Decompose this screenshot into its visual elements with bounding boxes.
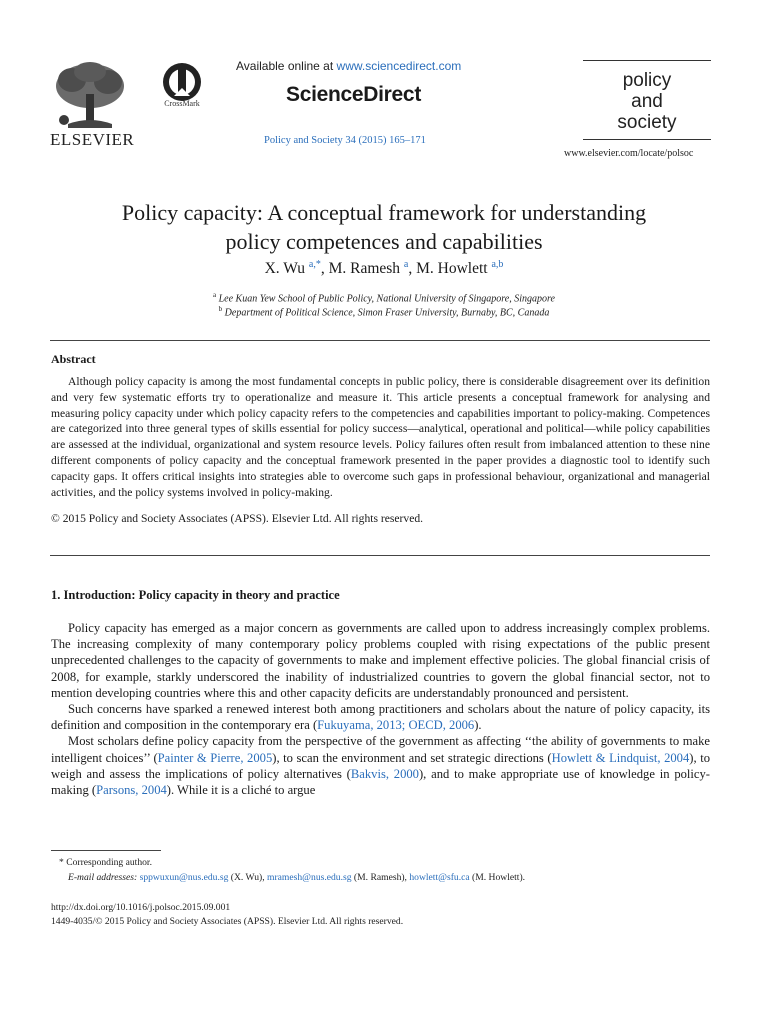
affiliation-mark: a — [213, 291, 217, 299]
footnote-rule — [51, 850, 161, 851]
doi-link[interactable]: http://dx.doi.org/10.1016/j.polsoc.2015.09.001 — [51, 902, 231, 913]
citation-link[interactable]: Howlett & Lindquist, 2004 — [551, 750, 690, 765]
title-line-1: Policy capacity: A conceptual framework for understanding — [121, 200, 647, 225]
email-link[interactable]: howlett@sfu.ca — [409, 872, 470, 883]
author-separator: , — [320, 260, 329, 278]
email-owner: (X. Wu), — [228, 872, 268, 883]
paragraph-text: Most scholars define policy capacity from the perspective of the government as affecting ‘‘the ability of governments to make intelligent choices’’ ( — [51, 734, 710, 765]
citation-link[interactable]: Painter & Pierre, 2005 — [157, 750, 273, 765]
journal-citation-link[interactable]: Policy and Society 34 (2015) 165–171 — [264, 135, 426, 146]
sciencedirect-link[interactable]: www.sciencedirect.com — [336, 59, 462, 73]
article-header — [0, 0, 768, 160]
email-owner: (M. Ramesh), — [351, 872, 410, 883]
email-link[interactable]: mramesh@nus.edu.sg — [267, 872, 352, 883]
email-owner: (M. Howlett). — [469, 872, 526, 883]
affiliation-a — [40, 291, 728, 304]
affiliation-text: Lee Kuan Yew School of Public Policy, National University of Singapore, Singapore — [218, 293, 555, 305]
affiliation-b — [40, 305, 728, 318]
email-link[interactable]: sppwuxun@nus.edu.sg — [139, 872, 229, 883]
author-name: X. Wu — [264, 260, 305, 278]
crossmark-label: CrossMark — [164, 99, 200, 108]
paragraph-text: ), to scan the environment and set strategic directions ( — [272, 750, 552, 765]
issn-copyright-line: 1449-4035/© 2015 Policy and Society Associates (APSS). Elsevier Ltd. All rights reserved. — [51, 916, 404, 927]
paragraph-text: ). — [474, 718, 482, 733]
author-affiliation-marks[interactable]: a,* — [308, 259, 321, 270]
abstract-heading: Abstract — [51, 352, 96, 366]
section-body — [51, 620, 710, 798]
paragraph-2 — [51, 701, 710, 733]
paragraph-text: ). While it is a cliché to argue — [166, 783, 316, 798]
title-line-2: policy competences and capabilities — [225, 229, 543, 254]
sciencedirect-wordmark: ScienceDirect — [286, 83, 422, 106]
journal-logo-line-3: society — [617, 112, 677, 133]
available-prefix: Available online at — [236, 59, 337, 73]
author-affiliation-marks[interactable]: a — [403, 259, 409, 270]
abstract-bottom-rule — [50, 555, 710, 556]
publisher-name: ELSEVIER — [50, 130, 135, 149]
abstract-text: Although policy capacity is among the most fundamental concepts in public policy, there is considerable disagreement over its definition and very few systematic efforts try to operationalize and measure it. This article presents a conceptual framework for analysing and measuring policy capacity under which policy capacity refers to the competencies and capabilities important to policy-making. Competences are categorized into three general types of skills essential for policy success—analytical, operational and political—while policy capabilities are assessed at the individual, organizational and system resource levels. Policy failures often result from imbalanced attention to these nine different components of policy capacity and the conceptual framework presented in the paper provides a diagnostic tool to identify such capacity gaps. It offers critical insights into strategies able to overcome such gaps in professional behaviour, organizational and managerial activities, and the policy systems involved in policy-making. — [51, 375, 710, 499]
author-name: M. Ramesh — [328, 260, 401, 278]
affiliation-mark: b — [218, 305, 223, 313]
journal-logo-text — [583, 70, 711, 133]
paragraph-text: ), to weigh and assess the implications of policy alternatives ( — [51, 750, 710, 781]
corresponding-author-note: * Corresponding author. — [59, 857, 152, 868]
email-label: E-mail addresses: — [68, 872, 138, 883]
paragraph-text: Such concerns have sparked a renewed interest both among practitioners and scholars about the nature of policy capacity, its definition and composition in the contemporary era ( — [51, 702, 710, 733]
article-title — [40, 198, 728, 256]
paragraph-1: Policy capacity has emerged as a major concern as governments are called upon to address increasingly complex problems. The increasing complexity of many contemporary policy problems coupled with rising expectations of the public present unprecedented challenges to the capacity of governments to make and implement effective policies. The global financial crisis of 2008, for example, starkly underscored the inability of industrialized countries to govern the global financial sector, not to mention developing countries where this and other capacity deficits are understandably pronounced and persistent. — [51, 621, 710, 700]
author-list — [40, 259, 728, 278]
author-separator: , — [408, 260, 417, 278]
abstract-copyright: © 2015 Policy and Society Associates (APSS). Elsevier Ltd. All rights reserved. — [51, 512, 424, 525]
journal-logo-line-1: policy — [622, 70, 672, 91]
available-online-line — [236, 59, 461, 73]
paragraph-text: ), and to make appropriate use of knowledge in policy-making ( — [51, 766, 710, 798]
citation-link[interactable]: Fukuyama, 2013; OECD, 2006 — [317, 718, 475, 733]
journal-logo-line-2: and — [631, 91, 663, 112]
affiliation-text: Department of Political Science, Simon Fraser University, Burnaby, BC, Canada — [224, 307, 550, 319]
section-heading: 1. Introduction: Policy capacity in theory and practice — [51, 588, 340, 602]
abstract-top-rule — [50, 340, 710, 341]
author-affiliation-marks[interactable]: a,b — [491, 259, 504, 270]
citation-link[interactable]: Bakvis, 2000 — [350, 766, 419, 781]
paragraph-3 — [51, 733, 710, 798]
author-name: M. Howlett — [416, 260, 488, 278]
citation-link[interactable]: Parsons, 2004 — [96, 783, 167, 798]
journal-homepage-url[interactable]: www.elsevier.com/locate/polsoc — [564, 148, 694, 159]
email-footnote — [68, 872, 525, 883]
